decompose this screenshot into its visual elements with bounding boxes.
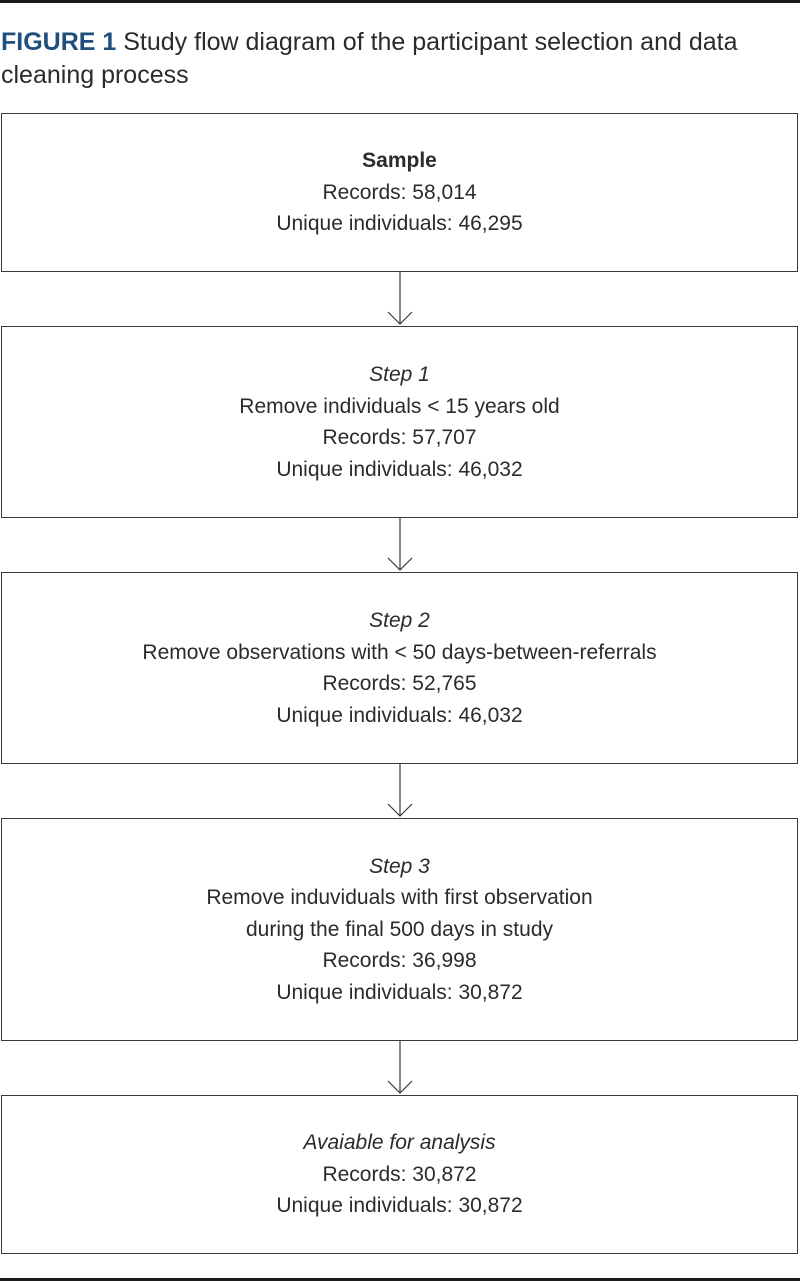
top-rule xyxy=(0,0,800,3)
box-heading: Sample xyxy=(362,149,437,173)
flow-arrow xyxy=(386,518,414,572)
flow-arrow xyxy=(386,764,414,818)
bottom-rule xyxy=(0,1278,800,1281)
flow-arrow xyxy=(386,1041,414,1095)
flow-arrow xyxy=(386,272,414,326)
flow-box-step-2 xyxy=(1,572,798,764)
flow-box-step-3 xyxy=(1,818,798,1041)
box-records: Records: 58,014 xyxy=(322,180,477,204)
flow-box-step-1 xyxy=(1,326,798,518)
box-criterion-continued: during the final 500 days in study xyxy=(245,917,554,941)
flow-box-available-for-analysis xyxy=(1,1095,798,1254)
box-records: Records: 57,707 xyxy=(322,426,477,449)
figure-caption xyxy=(1,26,791,92)
box-criterion: Remove individuals < 15 years old xyxy=(239,394,560,418)
box-records: Records: 52,765 xyxy=(322,672,477,695)
box-unique-individuals: Unique individuals: 30,872 xyxy=(276,1194,523,1218)
box-unique-individuals: Unique individuals: 46,032 xyxy=(276,457,523,481)
box-unique-individuals: Unique individuals: 46,032 xyxy=(276,703,523,727)
flow-box-sample xyxy=(1,113,798,272)
box-criterion: Remove observations with < 50 days-between-referrals xyxy=(142,640,657,664)
box-records: Records: 30,872 xyxy=(322,1162,477,1186)
box-heading: Step 1 xyxy=(369,363,430,386)
box-criterion: Remove induviduals with first observation xyxy=(206,886,593,910)
box-heading: Step 3 xyxy=(369,854,430,878)
box-unique-individuals: Unique individuals: 46,295 xyxy=(276,212,523,236)
figure-caption-text: Study flow diagram of the participant selection and data cleaning process xyxy=(1,28,738,89)
box-unique-individuals: Unique individuals: 30,872 xyxy=(276,980,523,1004)
box-heading: Avaiable for analysis xyxy=(303,1131,496,1155)
box-records: Records: 36,998 xyxy=(322,949,477,973)
figure-label: FIGURE 1 xyxy=(1,28,117,56)
box-heading: Step 2 xyxy=(369,609,430,632)
